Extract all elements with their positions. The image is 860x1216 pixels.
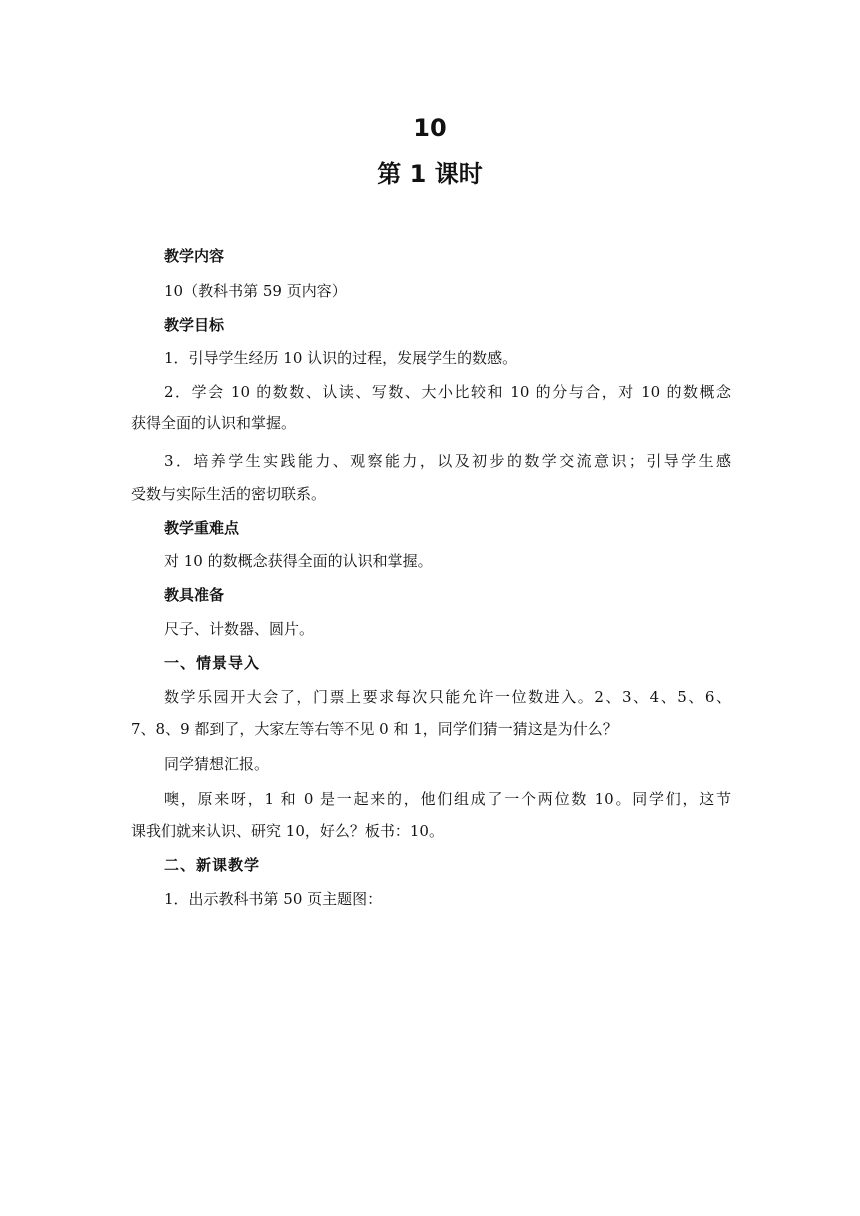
heading-scene-intro: 一、情景导入 [164, 654, 261, 672]
new-lesson-para-1: 1．出示教科书第 50 页主题图： [164, 890, 383, 908]
teaching-content-text: 10（教科书第 59 页内容） [164, 282, 347, 300]
teaching-tools-text: 尺子、计数器、圆片。 [164, 620, 315, 638]
document-title: 10 [413, 114, 447, 142]
lesson-subtitle: 第 1 课时 [377, 160, 483, 188]
heading-teaching-goals: 教学目标 [164, 316, 225, 334]
scene-intro-para-3-line-2: 课我们就来认识、研究 10，好么？板书：10。 [131, 822, 444, 840]
goal-2-line-1: 2．学会 10 的数数、认读、写数、大小比较和 10 的分与合，对 10 的数概念 [164, 383, 731, 401]
scene-intro-para-1-line-1: 数学乐园开大会了，门票上要求每次只能允许一位数进入。2、3、4、5、6、 [164, 688, 731, 706]
key-difficulty-text: 对 10 的数概念获得全面的认识和掌握。 [164, 552, 433, 570]
goal-3-line-2: 受数与实际生活的密切联系。 [131, 485, 327, 503]
scene-intro-para-3-line-1: 噢，原来呀，1 和 0 是一起来的，他们组成了一个两位数 10。同学们，这节 [164, 790, 731, 808]
scene-intro-para-1-line-2: 7、8、9 都到了，大家左等右等不见 0 和 1，同学们猜一猜这是为什么？ [131, 720, 618, 738]
scene-intro-para-2: 同学猜想汇报。 [164, 755, 270, 773]
goal-2-line-2: 获得全面的认识和掌握。 [131, 414, 297, 432]
goal-3-line-1: 3．培养学生实践能力、观察能力，以及初步的数学交流意识；引导学生感 [164, 452, 731, 470]
heading-key-difficulty: 教学重难点 [164, 519, 240, 537]
heading-teaching-content: 教学内容 [164, 247, 225, 265]
heading-teaching-tools: 教具准备 [164, 586, 225, 604]
goal-1: 1．引导学生经历 10 认识的过程，发展学生的数感。 [164, 349, 518, 367]
heading-new-lesson: 二、新课教学 [164, 856, 261, 874]
